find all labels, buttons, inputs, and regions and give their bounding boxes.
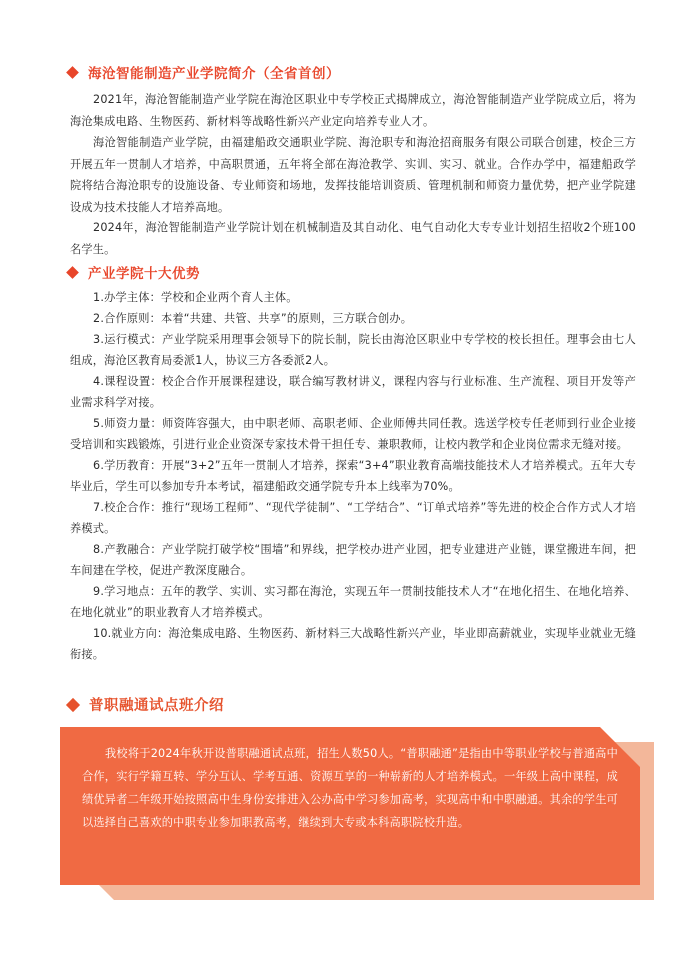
section-title: 海沧智能制造产业学院简介（全省首创） xyxy=(88,66,340,82)
list-item: 4.课程设置：校企合作开展课程建设，联合编写教材讲义，课程内容与行业标准、生产流程、项目开发等产业需求科学对接。 xyxy=(70,375,636,409)
pilot-class-description: 我校将于2024年秋开设普职融通试点班，招生人数50人。“普职融通”是指由中等职业学校与普通高中合作，实行学籍互转、学分互认、学考互通、资源互享的一种崭新的人才培养模式。一年级上高中课程，成绩优异者二年级开始按照高中生身份安排进入公办高中学习参加高考，实现高中和中职融通。其余的学生可以选择自己喜欢的中职专业参加职教高考，继续到大专或本科高职院校升造。 xyxy=(82,747,618,829)
list-item: 5.师资力量：师资阵容强大，由中职老师、高职老师、企业师傅共同任教。选送学校专任老师到行业企业接受培训和实践锻炼，引进行业企业资深专家技术骨干担任专、兼职教师，让校内教学和企业岗位需求无缝对接。 xyxy=(70,417,636,451)
list-item: 8.产教融合：产业学院打破学校“围墙”和界线，把学校办进产业园，把专业建进产业链，课堂搬进车间，把车间建在学校，促进产教深度融合。 xyxy=(70,543,636,577)
intro-paragraph-1: 2021年，海沧智能制造产业学院在海沧区职业中专学校正式揭牌成立，海沧智能制造产业学院成立后，将为海沧集成电路、生物医药、新材料等战略性新兴产业定向培养专业人才。 xyxy=(70,93,636,128)
section-title: 产业学院十大优势 xyxy=(88,266,200,282)
section-heading-pilot-class xyxy=(68,694,224,715)
list-item: 3.运行模式：产业学院采用理事会领导下的院长制，院长由海沧区职业中专学校的校长担任。理事会由七人组成，海沧区教育局委派1人，协议三方各委派2人。 xyxy=(70,333,636,367)
list-item: 2.合作原则：本着“共建、共管、共享”的原则，三方联合创办。 xyxy=(93,312,413,325)
list-item: 6.学历教育：开展“3+2”五年一贯制人才培养，探索“3+4”职业教育高端技能技术人才培养模式。五年大专毕业后，学生可以参加专升本考试，福建船政交通学院专升本上线率为70%。 xyxy=(70,459,636,493)
advantages-list xyxy=(70,287,636,665)
list-item: 7.校企合作：推行“现场工程师”、“现代学徒制”、“工学结合”、“订单式培养”等先进的校企合作方式人才培养模式。 xyxy=(70,501,636,535)
intro-paragraph-2: 海沧智能制造产业学院，由福建船政交通职业学院、海沧职专和海沧招商服务有限公司联合创建，校企三方开展五年一贯制人才培养，中高职贯通，五年将全部在海沧教学、实训、实习、就业。合作办学中，福建船政学院将结合海沧职专的设施设备、专业师资和场地，发挥技能培训资质、管理机制和师资力量优势，把产业学院建设成为技术技能人才培养高地。 xyxy=(70,136,636,214)
diamond-bullet-icon xyxy=(66,697,80,711)
list-item: 10.就业方向：海沧集成电路、生物医药、新材料三大战略性新兴产业，毕业即高薪就业，实现毕业就业无缝衔接。 xyxy=(70,627,636,661)
diamond-bullet-icon xyxy=(66,266,79,279)
list-item: 1.办学主体：学校和企业两个育人主体。 xyxy=(93,291,298,304)
section-title: 普职融通试点班介绍 xyxy=(89,698,224,714)
section-heading-intro xyxy=(68,62,340,82)
diamond-bullet-icon xyxy=(66,66,79,79)
list-item: 9.学习地点：五年的教学、实训、实习都在海沧，实现五年一贯制技能技术人才“在地化招生、在地化培养、在地化就业”的职业教育人才培养模式。 xyxy=(70,585,636,619)
section-heading-advantages xyxy=(68,262,200,282)
intro-paragraph-3: 2024年，海沧智能制造产业学院计划在机械制造及其自动化、电气自动化大专专业计划招生招收2个班100名学生。 xyxy=(70,221,636,256)
